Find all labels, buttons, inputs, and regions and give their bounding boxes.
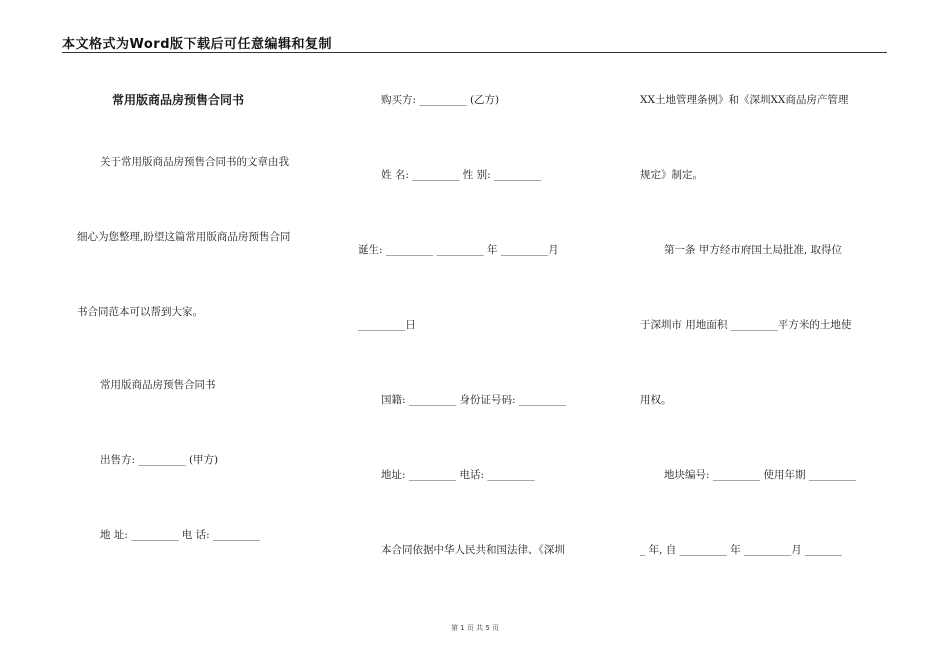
article-1-line-1: 第一条 甲方经市府国土局批准, 取得位: [664, 244, 843, 256]
document-header: 本文格式为Word版下载后可任意编辑和复制: [62, 37, 333, 52]
buyer-address-phone-field: 地址: _________ 电话: _________: [381, 469, 535, 481]
article-1-line-3: 用权。: [640, 394, 672, 406]
birth-field-line-2: _________日: [358, 319, 416, 331]
header-divider: [62, 52, 887, 53]
seller-field: 出售方: _________ (甲方): [100, 454, 219, 466]
usage-period-field: _ 年, 自 _________ 年 _________月 _______: [640, 544, 842, 556]
birth-field-line-1: 诞生: _________ _________ 年 _________月: [358, 244, 559, 256]
seller-address-phone-field: 地 址: _________ 电 话: _________: [100, 529, 261, 541]
intro-line-3: 书合同范本可以帮到大家。: [77, 306, 203, 318]
legal-basis-line: 本合同依据中华人民共和国法律、《深圳: [381, 544, 565, 556]
intro-line-2: 细心为您整理,盼望这篇常用版商品房预售合同: [77, 231, 291, 243]
article-1-line-2: 于深圳市 用地面积 _________平方米的土地使: [640, 319, 852, 331]
regulation-line-1: XX土地管理条例》和《深圳XX商品房产管理: [640, 94, 849, 106]
plot-number-field: 地块编号: _________ 使用年期 _________: [664, 469, 857, 481]
contract-subtitle: 常用版商品房预售合同书: [100, 379, 216, 391]
regulation-line-2: 规定》制定。: [640, 169, 703, 181]
intro-line-1: 关于常用版商品房预售合同书的文章由我: [100, 156, 289, 168]
page-number: 第 1 页 共 5 页: [450, 624, 500, 632]
nationality-id-field: 国籍: _________ 身份证号码: _________: [381, 394, 567, 406]
buyer-field: 购买方: _________ (乙方): [381, 94, 500, 106]
name-gender-field: 姓 名: _________ 性 别: _________: [381, 169, 542, 181]
contract-title: 常用版商品房预售合同书: [112, 93, 245, 107]
